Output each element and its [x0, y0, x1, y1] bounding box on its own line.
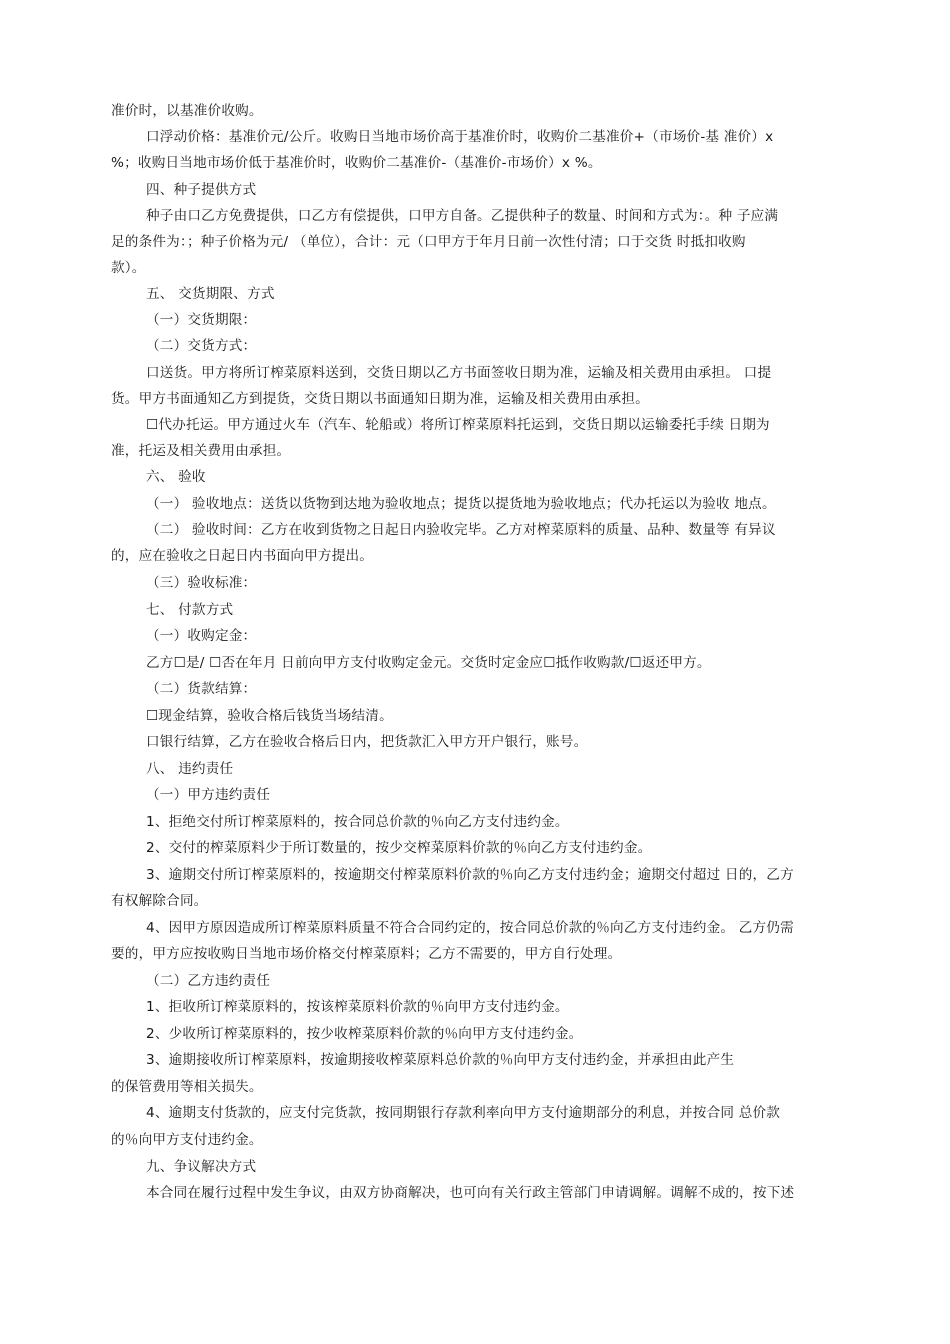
section-heading: 八、 违约责任: [146, 761, 234, 777]
text-line: 1、拒绝交付所订榨菜原料的，按合同总价款的％向乙方支付违约金。: [146, 814, 569, 830]
text-line: 口浮动价格：基准价元/公斤。收购日当地市场价高于基准价时，收购价二基准价+（市场价-基 准价）x: [146, 129, 774, 145]
section-heading: 九、争议解决方式: [146, 1159, 257, 1175]
section-heading: 五、 交货期限、方式: [146, 286, 275, 302]
text-line: （一）收购定金：: [146, 628, 257, 644]
text-line: 4、逾期支付货款的，应支付完货款，按同期银行存款利率向甲方支付逾期部分的利息，并按合同 总价款: [146, 1105, 781, 1121]
text-line: （二）乙方违约责任: [146, 973, 271, 989]
text-line: 准价时，以基准价收购。: [111, 103, 263, 119]
text-line: 2、交付的榨菜原料少于所订数量的，按少交榨菜原料价款的％向乙方支付违约金。: [146, 840, 652, 856]
section-heading: 七、 付款方式: [146, 602, 234, 618]
text-line: 口送货。甲方将所订榨菜原料送到，交货日期以乙方书面签收日期为准，运输及相关费用由承担。 口提: [146, 365, 772, 381]
text-line: 足的条件为：；种子价格为元/ （单位），合计：元（口甲方于年月日前一次性付清；口于交货 时抵扣收购: [111, 234, 746, 250]
text-line: 1、拒收所订榨菜原料的，按该榨菜原料价款的％向甲方支付违约金。: [146, 999, 569, 1015]
text-line: 的，应在验收之日起日内书面向甲方提出。: [111, 548, 374, 564]
text-line: 本合同在履行过程中发生争议，由双方协商解决，也可向有关行政主管部门申请调解。调解不成的，按下述: [146, 1185, 795, 1201]
section-heading: 六、 验收: [146, 469, 206, 485]
section-heading: 四、种子提供方式: [146, 182, 257, 198]
text-line: （二）交货方式：: [146, 338, 257, 354]
text-line: 2、少收所订榨菜原料的，按少收榨菜原料价款的％向甲方支付违约金。: [146, 1026, 583, 1042]
text-line: 的保管费用等相关损失。: [111, 1079, 263, 1095]
text-line: 口银行结算，乙方在验收合格后日内，把货款汇入甲方开户银行，账号。: [146, 734, 588, 750]
text-line: 乙方☐是/ ☐否在年月 日前向甲方支付收购定金元。交货时定金应☐抵作收购款/☐返还甲方。: [146, 655, 711, 671]
text-line: 3、逾期交付所订榨菜原料的，按逾期交付榨菜原料价款的％向乙方支付违约金；逾期交付超过 日的，乙方: [146, 867, 794, 883]
text-line: （二） 验收时间：乙方在收到货物之日起日内验收完毕。乙方对榨菜原料的质量、品种、数量等 有异议: [146, 522, 776, 538]
text-line: 要的，甲方应按收购日当地市场价格交付榨菜原料；乙方不需要的，甲方自行处理。: [111, 946, 622, 962]
text-line: （三）验收标准：: [146, 575, 257, 591]
text-line: 货。甲方书面通知乙方到提货，交货日期以书面通知日期为准，运输及相关费用由承担。: [111, 391, 649, 407]
text-line: （二）货款结算：: [146, 681, 257, 697]
text-line: 款）。: [111, 260, 146, 276]
text-line: 的％向甲方支付违约金。: [111, 1132, 263, 1148]
text-line: 4、因甲方原因造成所订榨菜原料质量不符合合同约定的，按合同总价款的％向乙方支付违约金。 乙方仍需: [146, 920, 794, 936]
text-line: %；收购日当地市场价低于基准价时，收购价二基准价-（基准价-市场价）x %。: [111, 155, 602, 171]
text-line: （一）甲方违约责任: [146, 787, 271, 803]
text-line: ☐代办托运。甲方通过火车（汽车、轮船或）将所订榨菜原料托运到，交货日期以运输委托手续 日期为: [146, 417, 770, 433]
text-line: 3、逾期接收所订榨菜原料，按逾期接收榨菜原料总价款的％向甲方支付违约金，并承担由此产生: [146, 1052, 735, 1068]
text-line: 有权解除合同。: [111, 893, 208, 909]
text-line: ☐现金结算，验收合格后钱货当场结清。: [146, 708, 393, 724]
text-line: （一）交货期限：: [146, 312, 257, 328]
text-line: 种子由口乙方免费提供，口乙方有偿提供，口甲方自备。乙提供种子的数量、时间和方式为：。种 子应满: [146, 208, 779, 224]
text-line: 准，托运及相关费用由承担。: [111, 443, 291, 459]
text-line: （一） 验收地点：送货以货物到达地为验收地点；提货以提货地为验收地点；代办托运以为验收 地点。: [146, 496, 776, 512]
